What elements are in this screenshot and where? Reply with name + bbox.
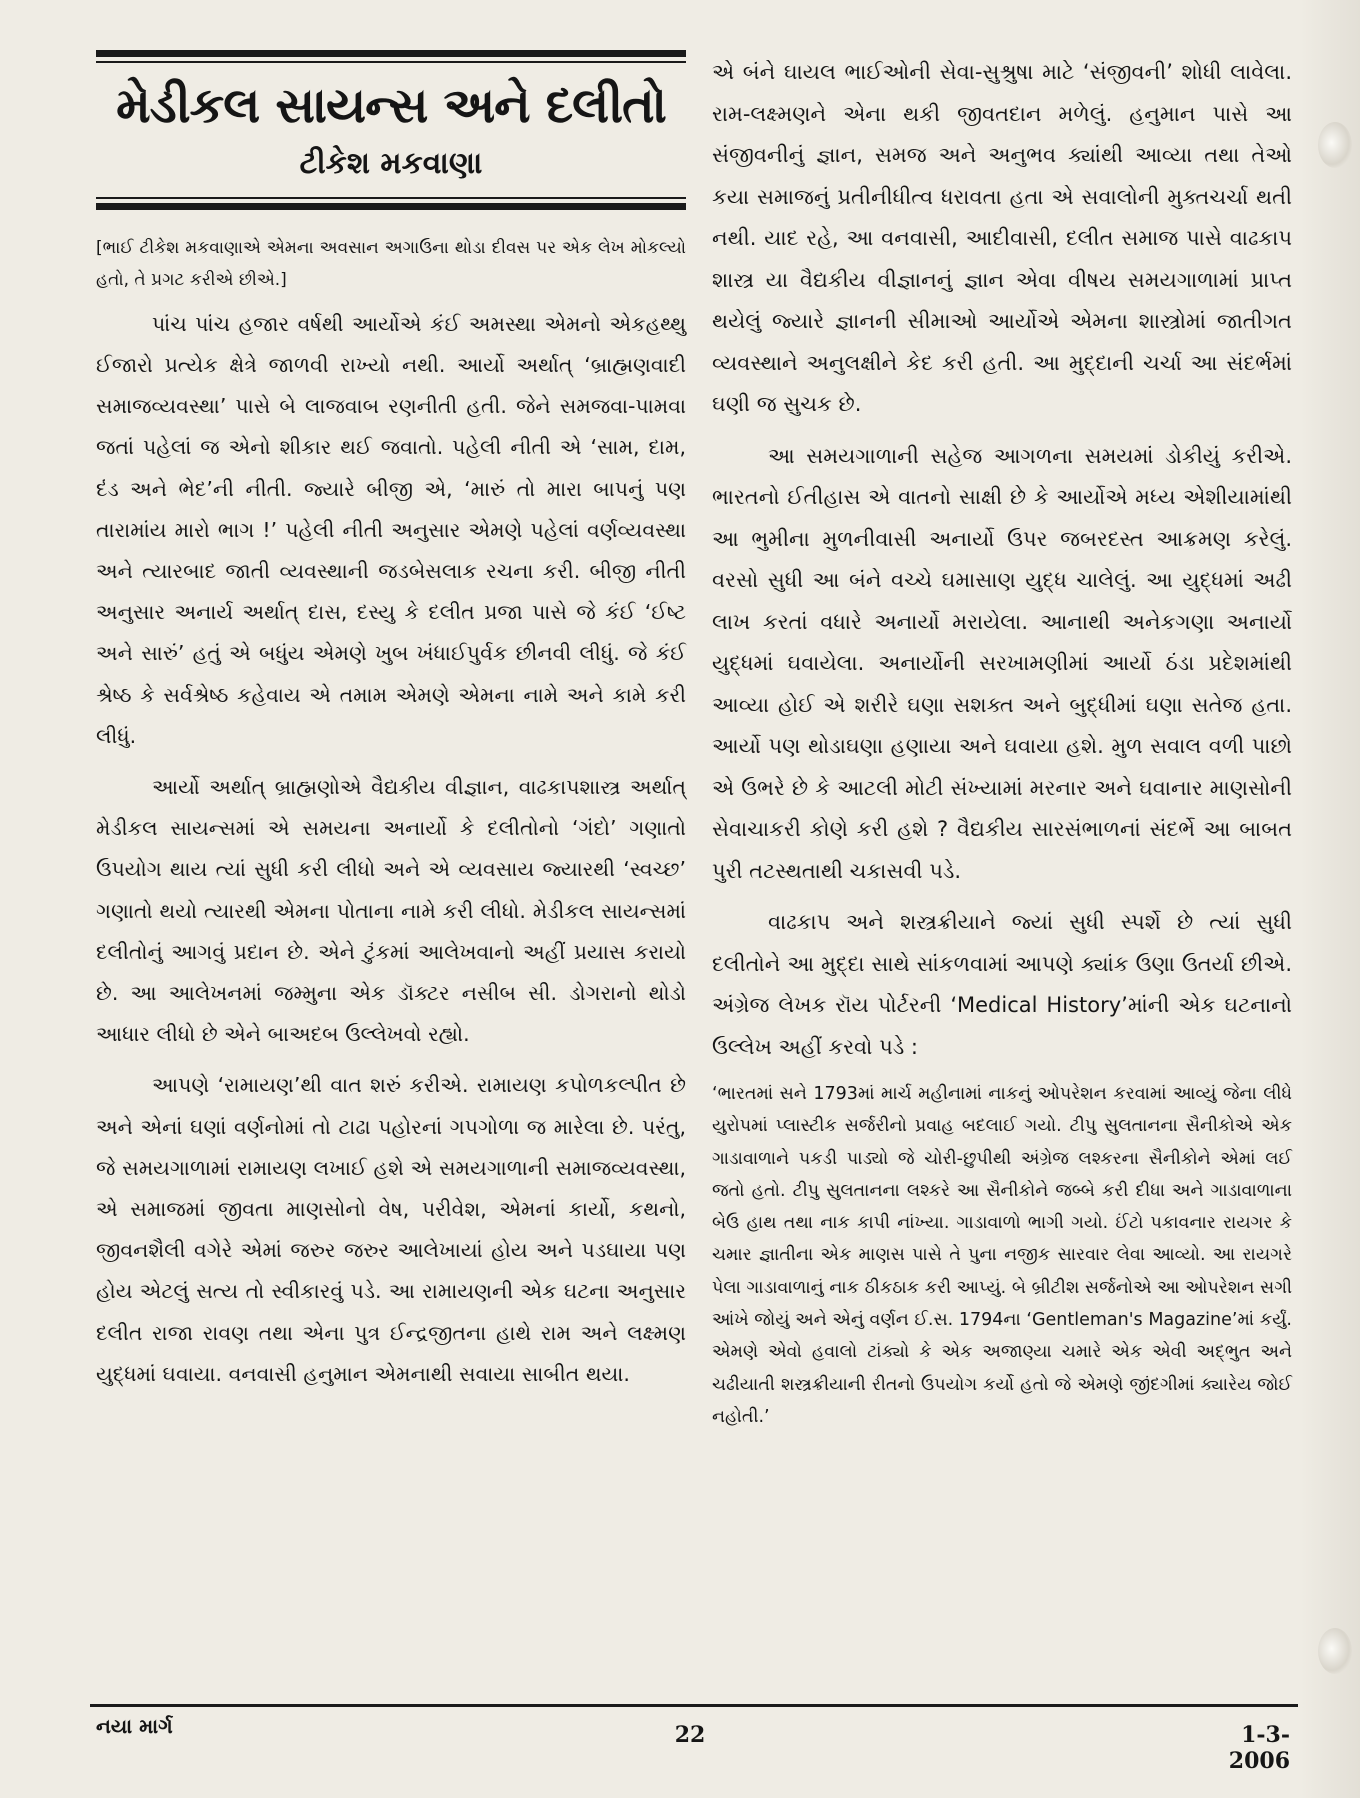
block-quote: ‘ભારતમાં સને 1793માં માર્ચ મહીનામાં નાકનું ઓપરેશન કરવામાં આવ્યું જેના લીધે યુરોપમાં પ્લાસ્ટીક સર્જરીનો પ્રવાહ બદલાઈ ગયો. ટીપુ સુલતાનના સૈનીકોએ એક ગાડાવાળાને પકડી પાડ્યો જે ચોરી-છુપીથી અંગ્રેજ લશ્કરના સૈનીકોને એમાં લઈ જતો હતો. ટીપુ સુલતાનના લશ્કરે આ સૈનીકોને જબ્બે કરી દીધા અને ગાડાવાળાના બેઉ હાથ તથા નાક કાપી નાંખ્યા. ગાડાવાળો ભાગી ગયો. ઈંટો પકાવનાર રાયગર કે ચમાર જ્ઞાતીના એક માણસ પાસે તે પુના નજીક સારવાર લેવા આવ્યો. આ રાયગરે પેલા ગાડાવાળાનું નાક ઠીકઠાક કરી આપ્યું. બે બ્રીટીશ સર્જનોએ આ ઓપરેશન સગી આંખે જોયું અને એનું વર્ણન ઈ.સ. 1794ના ‘Gentleman's Magazine’માં કર્યું. એમણે એવો હવાલો ટાંક્યો કે એક અજાણ્યા ચમારે એક એવી અદ્ભુત અને ચઢીયાતી શસ્ત્રક્રીયાની રીતનો ઉપયોગ કર્યો હતો જે એમણે જીંદગીમાં ક્યારેય જોઈ નહોતી.’ [712,1084,1292,1427]
header-rule-bottom-thin [96,197,686,199]
punch-hole-top [1318,122,1352,168]
editor-note: [ભાઈ ટીકેશ મકવાણાએ એમના અવસાન અગાઉના થોડા દીવસ પર એક લેખ મોકલ્યો હતો, તે પ્રગટ કરીએ છીએ.] [96,237,686,290]
page-number: 22 [674,1722,706,1748]
article-title: મેડીકલ સાયન્સ અને દલીતો [116,77,666,134]
header-rule-top-thick [96,50,686,57]
body-paragraph-2: આર્યો અર્થાત્ બ્રાહ્મણોએ વૈદ્યકીય વીજ્ઞાન, વાઢકાપશાસ્ત્ર અર્થાત્ મેડીકલ સાયન્સમાં એ સમયના અનાર્યો કે દલીતોનો ‘ગંદો’ ગણાતો ઉપયોગ થાય ત્યાં સુધી કરી લીધો અને એ વ્યવસાય જ્યારથી ‘સ્વચ્છ’ ગણાતો થયો ત્યારથી એમના પોતાના નામે કરી લીધો. મેડીકલ સાયન્સમાં દલીતોનું આગવું પ્રદાન છે. એને ટુંકમાં આલેખવાનો અહીં પ્રયાસ કરાયો છે. આ આલેખનમાં જમ્મુના એક ડૉક્ટર નસીબ સી. ડોગરાનો થોડો આધાર લીધો છે એને બાઅદબ ઉલ્લેખવો રહ્યો. [96,775,686,1047]
body-paragraph-4: એ બંને ઘાયલ ભાઈઓની સેવા-સુશ્રુષા માટે ‘સંજીવની’ શોધી લાવેલા. રામ-લક્ષ્મણને એના થકી જીવતદાન મળેલું. હનુમાન પાસે આ સંજીવનીનું જ્ઞાન, સમજ અને અનુભવ ક્યાંથી આવ્યા તથા તેઓ કયા સમાજનું પ્રતીનીધીત્વ ધરાવતા હતા એ સવાલોની મુક્તચર્ચા થતી નથી. યાદ રહે, આ વનવાસી, આદીવાસી, દલીત સમાજ પાસે વાઢકાપ શાસ્ત્ર યા વૈદ્યકીય વીજ્ઞાનનું જ્ઞાન એવા વીષય સમયગાળામાં પ્રાપ્ત થયેલું જ્યારે જ્ઞાનની સીમાઓ આર્યોએ એમના શાસ્ત્રોમાં જાતીગત વ્યવસ્થાને અનુલક્ષીને કેદ કરી હતી. આ મુદ્દાની ચર્ચા આ સંદર્ભમાં ઘણી જ સુચક છે. [712,60,1292,416]
header-rule-bottom-thick [96,203,686,210]
body-paragraph-3: આપણે ‘રામાયણ’થી વાત શરું કરીએ. રામાયણ કપોળકલ્પીત છે અને એનાં ઘણાં વર્ણનોમાં તો ટાઢા પહોરનાં ગપગોળા જ મારેલા છે. પરંતુ, જે સમયગાળામાં રામાયણ લખાઈ હશે એ સમયગાળાની સમાજવ્યવસ્થા, એ સમાજમાં જીવતા માણસોનો વેષ, પરીવેશ, એમનાં કાર્યો, કથનો, જીવનશૈલી વગેરે એમાં જરુર જરુર આલેખાયાં હોય અને પડઘાયા પણ હોય એટલું સત્ય તો સ્વીકારવું પડે. આ રામાયણની એક ઘટના અનુસાર દલીત રાજા રાવણ તથા એના પુત્ર ઈન્દ્રજીતના હાથે રામ અને લક્ષ્મણ યુદ્ધમાં ઘવાયા. વનવાસી હનુમાન એમનાથી સવાયા સાબીત થયા. [96,1073,686,1386]
right-column [712,52,1292,1433]
body-paragraph-6: વાઢકાપ અને શસ્ત્રક્રીયાને જ્યાં સુધી સ્પર્શે છે ત્યાં સુધી દલીતોને આ મુદ્દા સાથે સાંકળવામાં આપણે ક્યાંક ઉણા ઉતર્યા છીએ. અંગ્રેજ લેખક રૉય પોર્ટરની ‘Medical History’માંની એક ઘટનાનો ઉલ્લેખ અહીં કરવો પડે : [712,910,1292,1059]
left-column [96,50,686,1405]
article-author: ટીકેશ મકવાણા [299,145,483,181]
punch-hole-bottom [1318,1628,1352,1674]
page-edge-shadow [1300,0,1360,1798]
publication-name: નયા માર્ગ [96,1714,173,1738]
issue-date: 1-3-2006 [1228,1722,1290,1774]
header-rule-top-thin [96,61,686,63]
footer-rule [90,1704,1298,1707]
body-paragraph-1: પાંચ પાંચ હજાર વર્ષથી આર્યોએ કંઈ અમસ્થા એમનો એકહથ્થુ ઈજારો પ્રત્યેક ક્ષેત્રે જાળવી રાખ્યો નથી. આર્યો અર્થાત્ ‘બ્રાહ્મણવાદી સમાજવ્યવસ્થા’ પાસે બે લાજવાબ રણનીતી હતી. જેને સમજવા-પામવા જતાં પહેલાં જ એનો શીકાર થઈ જવાતો. પહેલી નીતી એ ‘સામ, દામ, દંડ અને ભેદ’ની નીતી. જ્યારે બીજી એ, ‘મારું તો મારા બાપનું પણ તારામાંય મારો ભાગ !’ પહેલી નીતી અનુસાર એમણે પહેલાં વર્ણવ્યવસ્થા અને ત્યારબાદ જાતી વ્યવસ્થાની જડબેસલાક રચના કરી. બીજી નીતી અનુસાર અનાર્ય અર્થાત્ દાસ, દસ્યુ કે દલીત પ્રજા પાસે જે કંઈ ‘ઈષ્ટ અને સારું’ હતું એ બધુંય એમણે ખુબ ખંધાઈપુર્વક છીનવી લીધું. જે કંઈ શ્રેષ્ઠ કે સર્વશ્રેષ્ઠ કહેવાય એ તમામ એમણે એમના નામે અને કામે કરી લીધું. [96,311,686,748]
body-paragraph-5: આ સમયગાળાની સહેજ આગળના સમયમાં ડોકીયું કરીએ. ભારતનો ઈતીહાસ એ વાતનો સાક્ષી છે કે આર્યોએ મધ્ય એશીયામાંથી આ ભુમીના મુળનીવાસી અનાર્યો ઉપર જબરદસ્ત આક્રમણ કરેલું. વરસો સુધી આ બંને વચ્ચે ઘમાસાણ યુદ્ધ ચાલેલું. આ યુદ્ધમાં અઢી લાખ કરતાં વધારે અનાર્યો મરાયેલા. આનાથી અનેકગણા અનાર્યો યુદ્ધમાં ઘવાયેલા. અનાર્યોની સરખામણીમાં આર્યો ઠંડા પ્રદેશમાંથી આવ્યા હોઈ એ શરીરે ઘણા સશક્ત અને બુદ્ધીમાં ઘણા સતેજ હતા. આર્યો પણ થોડાઘણા હણાયા અને ઘવાયા હશે. મુળ સવાલ વળી પાછો એ ઉભરે છે કે આટલી મોટી સંખ્યામાં મરનાર અને ઘવાનાર માણસોની સેવાચાકરી કોણે કરી હશે ? વૈદ્યકીય સારસંભાળનાં સંદર્ભે આ બાબત પુરી તટસ્થતાથી ચકાસવી પડે. [712,443,1292,883]
